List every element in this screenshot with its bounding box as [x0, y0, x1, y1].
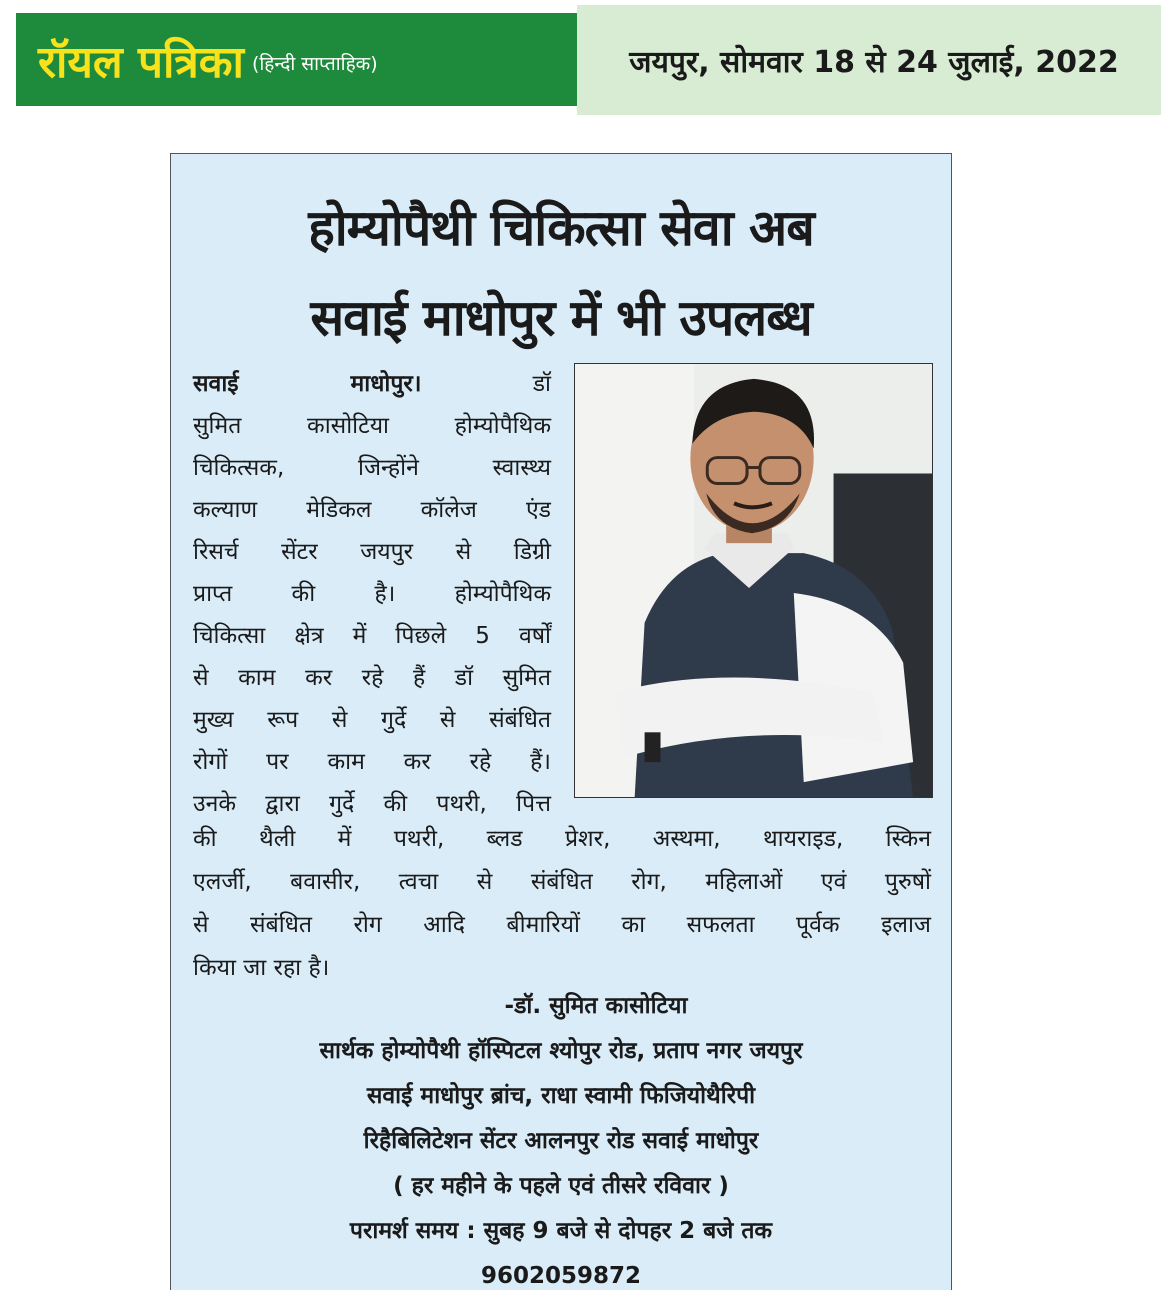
wide-line-1: की थैली में पथरी, ब्लड प्रेशर, अस्थमा, थायराइड, स्किन	[193, 826, 931, 852]
column-line-11: उनके द्वारा गुर्दे की पथरी, पित्त	[193, 791, 551, 817]
column-line-9: मुख्य रूप से गुर्दे से संबंधित	[193, 707, 551, 733]
signature-address: रिहैबिलिटेशन सेंटर आलनपुर रोड सवाई माधोपुर	[363, 1128, 759, 1154]
portrait-image	[575, 364, 932, 797]
column-line-4: कल्याण मेडिकल कॉलेज एंड	[193, 497, 551, 523]
signature-timing: परामर्श समय : सुबह 9 बजे से दोपहर 2 बजे तक	[349, 1218, 773, 1244]
article-place: सवाई माधोपुर।	[193, 371, 422, 397]
newspaper-subtitle: (हिन्दी साप्ताहिक)	[251, 52, 378, 75]
signature-schedule: ( हर महीने के पहले एवं तीसरे रविवार )	[393, 1173, 729, 1199]
doctor-photo	[574, 363, 933, 798]
column-line-6: प्राप्त की है। होम्योपैथिक	[193, 581, 551, 607]
issue-dateline: जयपुर, सोमवार 18 से 24 जुलाई, 2022	[577, 5, 1161, 115]
newspaper-name: रॉयल पत्रिका	[38, 36, 244, 88]
masthead	[16, 13, 577, 106]
article-body-wide	[193, 818, 931, 990]
article-box	[170, 153, 952, 1290]
headline-line-1: होम्योपैथी चिकित्सा सेवा अब	[308, 199, 814, 257]
column-line-7: चिकित्सा क्षेत्र में पिछले 5 वर्षों	[193, 623, 551, 649]
wide-line-4: किया जा रहा है।	[193, 955, 330, 981]
column-line-8: से काम कर रहे हैं डॉ सुमित	[193, 665, 551, 691]
wide-line-2: एलर्जी, बवासीर, त्वचा से संबंधित रोग, महिलाओं एवं पुरुषों	[193, 869, 931, 895]
column-line-1	[193, 363, 551, 405]
column-line-10: रोगों पर काम कर रहे हैं।	[193, 749, 551, 775]
column-line-3: चिकित्सक, जिन्होंने स्वास्थ्य	[193, 455, 551, 481]
signature-branch: सवाई माधोपुर ब्रांच, राधा स्वामी फिजियोथैरिपी	[366, 1083, 756, 1109]
signature-block	[171, 984, 951, 1299]
article-column	[193, 363, 551, 825]
column-line-5: रिसर्च सेंटर जयपुर से डिग्री	[193, 539, 551, 565]
headline-line-2: सवाई माधोपुर में भी उपलब्ध	[310, 289, 812, 347]
wide-line-3: से संबंधित रोग आदि बीमारियों का सफलता पूर्वक इलाज	[193, 912, 931, 938]
column-text: डॉ	[532, 371, 551, 397]
column-line-2: सुमित कासोटिया होम्योपैथिक	[193, 413, 551, 439]
signature-hospital: सार्थक होम्योपैथी हॉस्पिटल श्योपुर रोड, प्रताप नगर जयपुर	[319, 1038, 803, 1064]
signature-name: -डॉ. सुमित कासोटिया	[504, 993, 688, 1019]
phone-number: 9602059872	[480, 1263, 642, 1289]
